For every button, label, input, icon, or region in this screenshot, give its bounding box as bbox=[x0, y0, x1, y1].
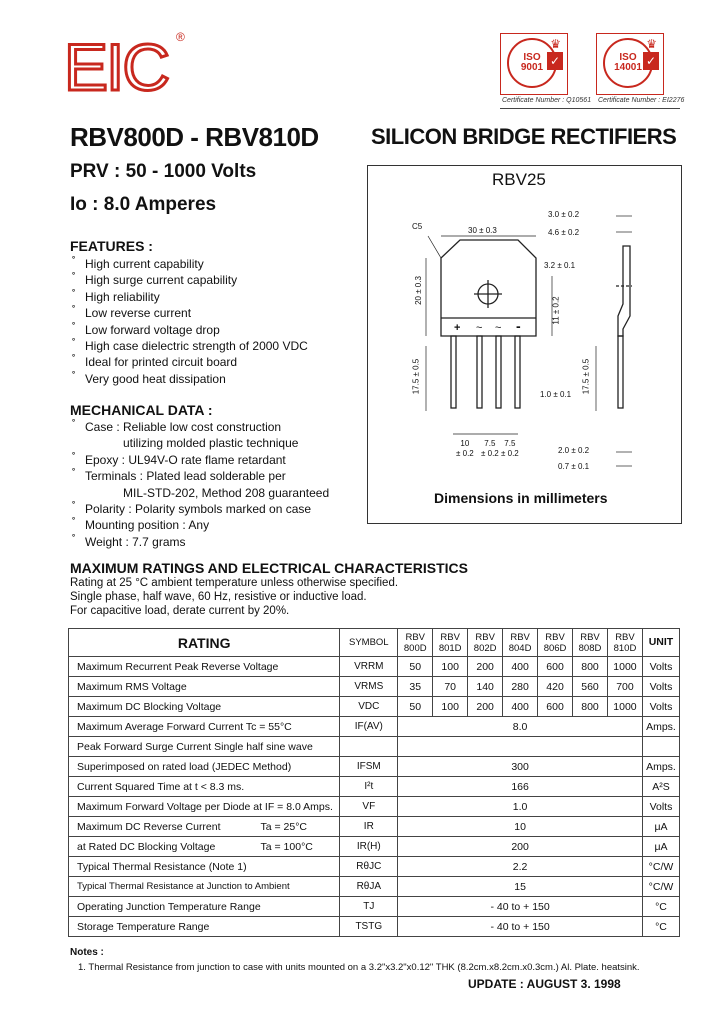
dim-label: 20 ± 0.3 bbox=[413, 276, 423, 305]
cell: 2.2 bbox=[398, 857, 643, 877]
list-item: ˚ Terminals : Plated lead solderable per bbox=[71, 468, 329, 484]
dim-label: 7.5 ± 0.2 bbox=[501, 439, 519, 458]
header-part: RBV 806D bbox=[538, 629, 573, 657]
table-row bbox=[69, 837, 680, 857]
features-heading: FEATURES : bbox=[70, 238, 153, 254]
package-outline bbox=[368, 166, 681, 523]
header-part: RBV 810D bbox=[607, 629, 642, 657]
row-label: Maximum DC Blocking Voltage bbox=[69, 697, 340, 717]
cell: 400 bbox=[503, 697, 538, 717]
list-item: ˚ High surge current capability bbox=[71, 272, 308, 288]
cell: 700 bbox=[607, 677, 642, 697]
header-unit: UNIT bbox=[642, 629, 679, 657]
row-unit: μA bbox=[642, 817, 679, 837]
table-row bbox=[69, 797, 680, 817]
cell: 50 bbox=[398, 657, 433, 677]
cell: 200 bbox=[468, 697, 503, 717]
row-unit: μA bbox=[642, 837, 679, 857]
header-part: RBV 802D bbox=[468, 629, 503, 657]
row-label: Storage Temperature Range bbox=[69, 917, 340, 937]
row-symbol: TJ bbox=[340, 897, 398, 917]
dim-label: 11 ± 0.2 bbox=[551, 296, 561, 325]
list-item: ˚ Very good heat dissipation bbox=[71, 371, 308, 387]
list-item: ˚ High case dielectric strength of 2000 VDC bbox=[71, 338, 308, 354]
cell: 600 bbox=[538, 697, 573, 717]
row-unit: °C/W bbox=[642, 857, 679, 877]
cell: 420 bbox=[538, 677, 573, 697]
cell: 50 bbox=[398, 697, 433, 717]
part-title: RBV800D - RBV810D bbox=[70, 122, 319, 152]
row-symbol: IR bbox=[340, 817, 398, 837]
prv-rating: PRV : 50 - 1000 Volts bbox=[70, 161, 257, 182]
row-symbol: I²t bbox=[340, 777, 398, 797]
iso9001-seal: ISO 9001 bbox=[507, 38, 557, 88]
cell: 1000 bbox=[607, 697, 642, 717]
cell: 800 bbox=[573, 657, 608, 677]
list-item: ˚ Epoxy : UL94V-O rate flame retardant bbox=[71, 452, 329, 468]
list-item: ˚ Ideal for printed circuit board bbox=[71, 354, 308, 370]
cell: 1.0 bbox=[398, 797, 643, 817]
list-item: ˚ Polarity : Polarity symbols marked on case bbox=[71, 501, 329, 517]
dim-label: 10 ± 0.2 bbox=[456, 439, 474, 458]
row-label: at Rated DC Blocking Voltage Ta = 100°C bbox=[69, 837, 340, 857]
ratings-note-1: Rating at 25 °C ambient temperature unless otherwise specified. bbox=[70, 577, 399, 589]
header-part: RBV 808D bbox=[573, 629, 608, 657]
table-row bbox=[69, 917, 680, 937]
cell: - 40 to + 150 bbox=[398, 897, 643, 917]
row-label: Maximum DC Reverse Current Ta = 25°C bbox=[69, 817, 340, 837]
cell: 15 bbox=[398, 877, 643, 897]
cell: 166 bbox=[398, 777, 643, 797]
cell: 300 bbox=[398, 757, 643, 777]
check-icon: ✓ bbox=[547, 52, 563, 70]
table-row bbox=[69, 717, 680, 737]
row-symbol: IFSM bbox=[340, 757, 398, 777]
table-row bbox=[69, 877, 680, 897]
cell: 35 bbox=[398, 677, 433, 697]
cert-number-2: Certificate Number : EI2276 bbox=[598, 97, 685, 104]
row-symbol: RθJC bbox=[340, 857, 398, 877]
row-label: Typical Thermal Resistance at Junction to Ambient bbox=[69, 877, 340, 897]
row-label: Operating Junction Temperature Range bbox=[69, 897, 340, 917]
row-unit: °C bbox=[642, 897, 679, 917]
row-symbol: TSTG bbox=[340, 917, 398, 937]
dim-label: 30 ± 0.3 bbox=[468, 226, 497, 235]
mechanical-heading: MECHANICAL DATA : bbox=[70, 402, 213, 418]
cell: 100 bbox=[433, 657, 468, 677]
dim-label: 4.6 ± 0.2 bbox=[548, 228, 580, 237]
list-item: ˚ Mounting position : Any bbox=[71, 517, 329, 533]
dim-label: 0.7 ± 0.1 bbox=[558, 462, 590, 471]
cell: 560 bbox=[573, 677, 608, 697]
row-unit: A²S bbox=[642, 777, 679, 797]
polarity-minus: - bbox=[516, 318, 521, 334]
list-item: MIL-STD-202, Method 208 guaranteed bbox=[123, 485, 330, 500]
row-label: Superimposed on rated load (JEDEC Method) bbox=[69, 757, 340, 777]
row-label: Maximum Forward Voltage per Diode at IF = 8.0 Amps. bbox=[69, 797, 340, 817]
row-symbol: VF bbox=[340, 797, 398, 817]
row-symbol: IF(AV) bbox=[340, 717, 398, 737]
row-unit: °C/W bbox=[642, 877, 679, 897]
dim-label: C5 bbox=[412, 222, 423, 231]
update-date: UPDATE : AUGUST 3. 1998 bbox=[468, 977, 621, 991]
row-label: Maximum Average Forward Current Tc = 55°C bbox=[69, 717, 340, 737]
table-row bbox=[69, 697, 680, 717]
notes-heading: Notes : bbox=[70, 947, 104, 958]
cell: 600 bbox=[538, 657, 573, 677]
cell: 140 bbox=[468, 677, 503, 697]
cell: 200 bbox=[398, 837, 643, 857]
polarity-ac2: ~ bbox=[495, 322, 502, 334]
row-label: Maximum Recurrent Peak Reverse Voltage bbox=[69, 657, 340, 677]
iso14001-seal: ISO 14001 bbox=[603, 38, 653, 88]
row-symbol: VDC bbox=[340, 697, 398, 717]
table-row bbox=[69, 737, 680, 757]
cell: 100 bbox=[433, 697, 468, 717]
row-unit: °C bbox=[642, 917, 679, 937]
product-category: SILICON BRIDGE RECTIFIERS bbox=[371, 124, 677, 149]
cell: 800 bbox=[573, 697, 608, 717]
table-row bbox=[69, 677, 680, 697]
header-part: RBV 800D bbox=[398, 629, 433, 657]
dimension-caption: Dimensions in millimeters bbox=[434, 490, 608, 506]
cell: 70 bbox=[433, 677, 468, 697]
list-item: ˚ Low reverse current bbox=[71, 305, 308, 321]
table-row bbox=[69, 817, 680, 837]
cert-number-1: Certificate Number : Q10561 bbox=[502, 97, 592, 104]
ratings-note-2: Single phase, half wave, 60 Hz, resistive or inductive load. bbox=[70, 591, 367, 603]
table-row bbox=[69, 857, 680, 877]
table-row bbox=[69, 777, 680, 797]
row-unit: Volts bbox=[642, 797, 679, 817]
dim-label: 7.5 ± 0.2 bbox=[481, 439, 499, 458]
cell: 200 bbox=[468, 657, 503, 677]
row-symbol: VRMS bbox=[340, 677, 398, 697]
table-row bbox=[69, 757, 680, 777]
polarity-ac1: ~ bbox=[476, 322, 483, 334]
dim-label: 17.5 ± 0.5 bbox=[581, 358, 591, 395]
cell: 400 bbox=[503, 657, 538, 677]
iso9001-cert bbox=[500, 33, 568, 95]
row-unit: Volts bbox=[642, 697, 679, 717]
list-item: ˚ High current capability bbox=[71, 256, 308, 272]
header-part: RBV 804D bbox=[503, 629, 538, 657]
list-item: ˚ High reliability bbox=[71, 289, 308, 305]
features-list bbox=[71, 256, 308, 387]
table-row bbox=[69, 657, 680, 677]
dim-label: 3.0 ± 0.2 bbox=[548, 210, 580, 219]
header-part: RBV 801D bbox=[433, 629, 468, 657]
registered-mark: ® bbox=[176, 30, 185, 44]
row-unit: Volts bbox=[642, 677, 679, 697]
cell: 10 bbox=[398, 817, 643, 837]
list-item: utilizing molded plastic technique bbox=[123, 436, 299, 451]
io-rating: Io : 8.0 Amperes bbox=[70, 194, 217, 215]
row-label: Peak Forward Surge Current Single half sine wave bbox=[69, 737, 340, 757]
cell: 1000 bbox=[607, 657, 642, 677]
row-unit: Amps. bbox=[642, 757, 679, 777]
header-symbol: SYMBOL bbox=[340, 629, 398, 657]
list-item: ˚ Weight : 7.7 grams bbox=[71, 534, 329, 550]
crown-icon: ♛ bbox=[646, 37, 657, 51]
row-symbol: VRRM bbox=[340, 657, 398, 677]
dim-label: 3.2 ± 0.1 bbox=[544, 261, 576, 270]
note-1: 1. Thermal Resistance from junction to case with units mounted on a 3.2"x3.2"x0.12" THK (8.2cm.x8.2cm.x0.3cm.) Al. Plate. heatsink. bbox=[78, 962, 640, 973]
row-unit: Amps. bbox=[642, 717, 679, 737]
dim-label: 17.5 ± 0.5 bbox=[411, 358, 421, 395]
cell: 280 bbox=[503, 677, 538, 697]
table-header-row bbox=[69, 629, 680, 657]
crown-icon: ♛ bbox=[550, 37, 561, 51]
row-symbol: RθJA bbox=[340, 877, 398, 897]
list-item: ˚ Case : Reliable low cost construction bbox=[71, 419, 329, 435]
row-label: Maximum RMS Voltage bbox=[69, 677, 340, 697]
eic-logo: EIC bbox=[64, 30, 169, 104]
cert-divider bbox=[500, 108, 680, 109]
dim-label: 1.0 ± 0.1 bbox=[540, 390, 572, 399]
dim-label: 2.0 ± 0.2 bbox=[558, 446, 590, 455]
header-rating: RATING bbox=[69, 629, 340, 657]
cell: - 40 to + 150 bbox=[398, 917, 643, 937]
row-symbol: IR(H) bbox=[340, 837, 398, 857]
cell: 8.0 bbox=[398, 717, 643, 737]
package-name: RBV25 bbox=[492, 170, 546, 189]
iso14001-cert bbox=[596, 33, 664, 95]
row-unit: Volts bbox=[642, 657, 679, 677]
ratings-note-3: For capacitive load, derate current by 20%. bbox=[70, 605, 290, 617]
polarity-plus: + bbox=[454, 322, 461, 334]
list-item: ˚ Low forward voltage drop bbox=[71, 322, 308, 338]
row-label: Typical Thermal Resistance (Note 1) bbox=[69, 857, 340, 877]
mechanical-list bbox=[71, 419, 329, 550]
ratings-heading: MAXIMUM RATINGS AND ELECTRICAL CHARACTERISTICS bbox=[70, 560, 468, 576]
check-icon: ✓ bbox=[643, 52, 659, 70]
dimension-drawing bbox=[367, 165, 682, 524]
row-label: Current Squared Time at t < 8.3 ms. bbox=[69, 777, 340, 797]
table-row bbox=[69, 897, 680, 917]
ratings-table bbox=[68, 628, 680, 937]
